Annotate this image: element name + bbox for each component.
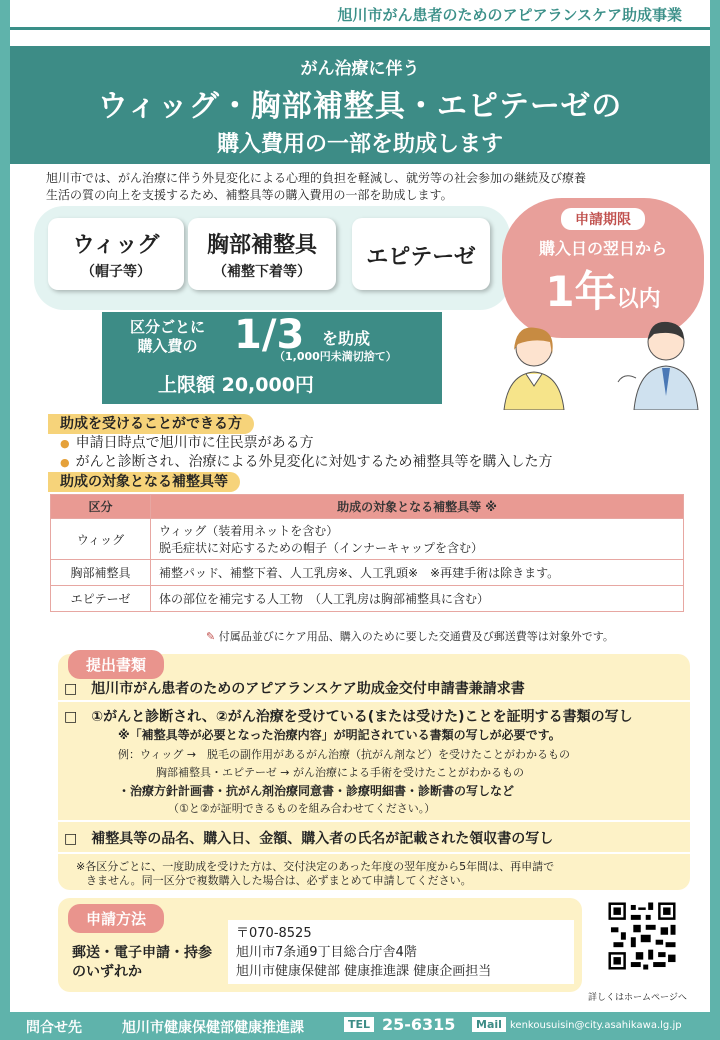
card-epithese: エピテーゼ xyxy=(352,218,490,290)
footer-mail[interactable]: kenkousuisin@city.asahikawa.lg.jp xyxy=(510,1020,682,1031)
item-cards xyxy=(34,206,510,310)
table-heading: 助成の対象となる補整具等 xyxy=(48,472,240,492)
deadline-badge: 申請期限 購入日の翌日から 1年以内 xyxy=(502,198,704,338)
woman-illustration xyxy=(486,320,576,410)
hero-line1: がん治療に伴う xyxy=(300,59,420,79)
card-wig: ウィッグ （帽子等） xyxy=(48,218,184,290)
mail-label: Mail xyxy=(472,1017,506,1032)
apply-method: 郵送・電子申請・持参 のいずれか xyxy=(72,945,212,980)
exclusion-note: ✎ 付属品並びにケア用品、購入のために要した交通費及び郵送費等は対象外です。 xyxy=(206,630,614,643)
documents-box: 提出書類 □ 旭川市がん患者のためのアピアランスケア助成金交付申請書兼請求書 □ ①がんと診断され、②がん治療を受けている(または受けた)ことを証明する書類の写し ※「補整具等が必要となった治療内容」が明記されている書類の写しが必要です。 例：ウィッグ → 脱毛の副作用があるがん治療（抗がん剤など）を受けたことがわかるもの 胸部補整具・エピテーゼ → がん治療による手術を受けたことがわかるもの ・治療方針計画書・抗がん剤治療同意書・診療明細書・診断書の写しなど （①と②が証明できるものを組み合わせてください。） □ 補整具等の品名、購入日、金額、購入者の氏名が記載された領収書の写し ※各区分ごとに、一度助成を受けた方は、交付決定のあった年度の翌年度から5年間は、再申請で きません。同一区分で複数購入した場合は、必ずまとめて申請してください。 xyxy=(58,654,690,890)
table-row: 胸部補整具 補整パッド、補整下着、人工乳房※、人工乳頭※ ※再建手術は除きます。 xyxy=(51,560,684,586)
apply-heading: 申請方法 xyxy=(68,904,164,933)
footer-tel[interactable]: 25-6315 xyxy=(382,1015,456,1034)
doc-item-1: □ 旭川市がん患者のためのアピアランスケア助成金交付申請書兼請求書 xyxy=(64,681,525,697)
table-col-items: 助成の対象となる補整具等 ※ xyxy=(151,495,684,519)
subsidy-fraction: 1/3 xyxy=(234,312,305,358)
table-col-category: 区分 xyxy=(51,495,151,519)
apply-box xyxy=(58,898,582,992)
contact-footer xyxy=(10,1012,710,1040)
hero-line2: ウィッグ・胸部補整具・エピテーゼの xyxy=(97,89,623,124)
pencil-icon: ✎ xyxy=(206,630,216,643)
qr-caption: 詳しくはホームページへ xyxy=(588,993,687,1003)
qr-code-icon[interactable] xyxy=(606,900,678,972)
man-illustration xyxy=(614,312,704,410)
table-row: ウィッグ ウィッグ（装着用ネットを含む） 脱毛症状に対応するための帽子（インナーキャップを含む） xyxy=(51,519,684,560)
hero-line3: 購入費用の一部を助成します xyxy=(216,132,503,157)
table-row: エピテーゼ 体の部位を補完する人工物 （人工乳房は胸部補整具に含む） xyxy=(51,586,684,612)
card-breast: 胸部補整具 （補整下着等） xyxy=(188,218,336,290)
doc-item-2: □ ①がんと診断され、②がん治療を受けている(または受けた)ことを証明する書類の写し xyxy=(64,709,633,725)
eligible-heading: 助成を受けることができる方 xyxy=(48,414,254,434)
subsidy-ribbon: 区分ごとに 購入費の 1/3 を助成 （1,000円未満切捨て） 上限額 20,000円 xyxy=(102,312,442,404)
eligible-items-table xyxy=(50,494,684,612)
hero-banner xyxy=(10,46,710,164)
eligible-list: ● 申請日時点で旭川市に住民票がある方 ● がんと診断され、治療による外見変化に対処するため補整具等を購入した方 xyxy=(60,434,552,472)
apply-address: 〒070-8525 旭川市7条通9丁目総合庁舎4階 旭川市健康保健部 健康推進課 健康企画担当 xyxy=(228,920,574,984)
documents-heading: 提出書類 xyxy=(68,650,164,679)
footer-label: 問合せ先 xyxy=(26,1020,82,1036)
subsidy-limit: 上限額 20,000円 xyxy=(158,374,314,396)
program-title: 旭川市がん患者のためのアピアランスケア助成事業 xyxy=(10,0,710,30)
footer-dept: 旭川市健康保健部健康推進課 xyxy=(122,1020,304,1036)
doc-item-3: □ 補整具等の品名、購入日、金額、購入者の氏名が記載された領収書の写し xyxy=(64,831,554,847)
tel-label: TEL xyxy=(344,1017,374,1032)
intro-text: 旭川市では、がん治療に伴う外見変化による心理的負担を軽減し、就労等の社会参加の継続及び療養 生活の質の向上を支援するため、補整具等の購入費用の一部を助成します。 xyxy=(46,171,587,202)
